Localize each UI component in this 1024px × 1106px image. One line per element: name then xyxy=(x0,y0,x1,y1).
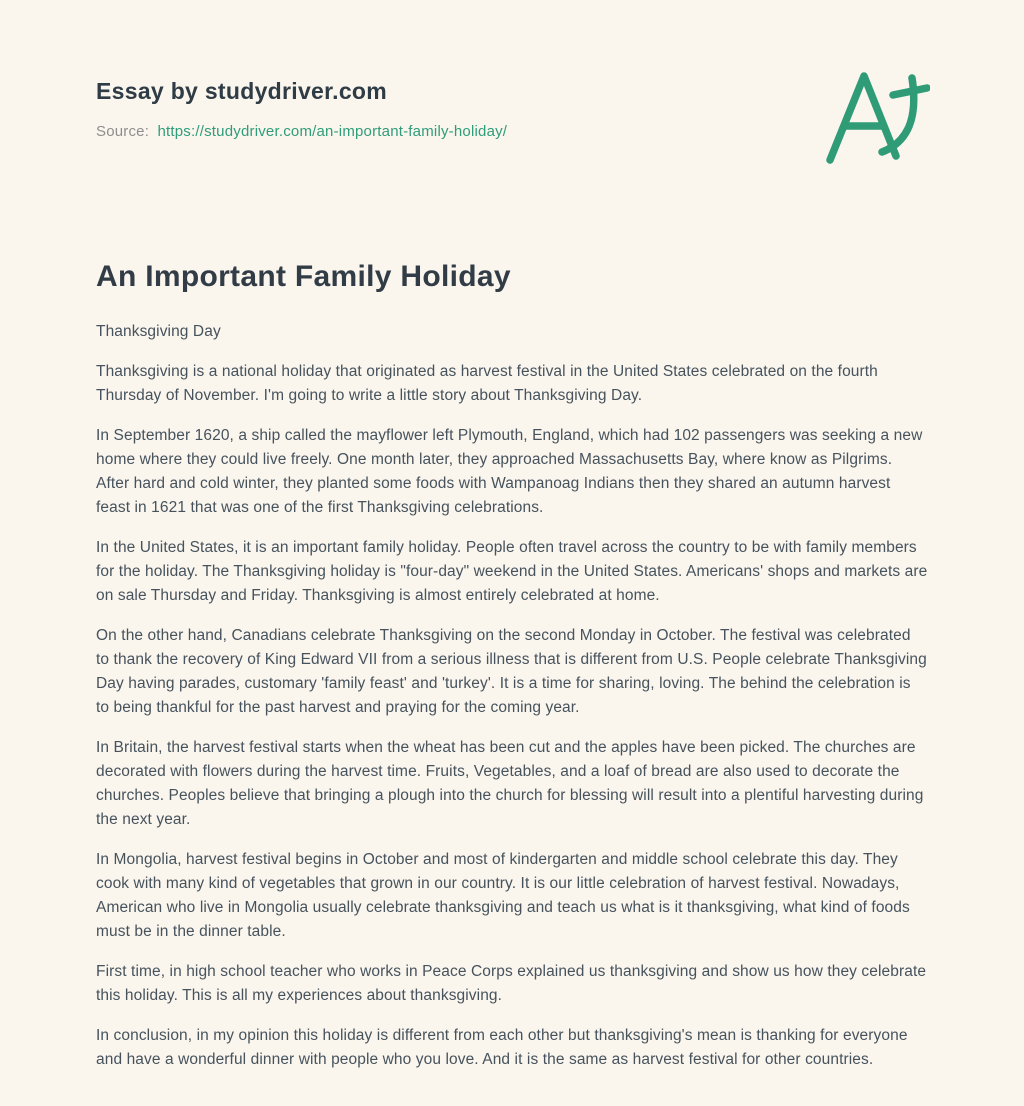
essay-paragraph-2: Thanksgiving is a national holiday that originated as harvest festival in the United States celebrated on the fourth Thursday of November. I'm going to write a little story about Thanksgiving Day. xyxy=(96,363,878,404)
essay-paragraph-6: In Britain, the harvest festival starts when the wheat has been cut and the apples have been picked. The churches are decorated with flowers during the harvest time. Fruits, Vegetables, and a loaf of bread are also used to decorate the churches. Peoples believe that bringing a plough into the church for blessing will result into a plentiful harvesting during the next year. xyxy=(96,739,924,828)
essay-paragraph-1: Thanksgiving Day xyxy=(96,323,221,340)
essay-body xyxy=(96,320,928,1072)
source-label: Source: xyxy=(96,123,150,140)
essay-paragraph-5: On the other hand, Canadians celebrate Thanksgiving on the second Monday in October. The festival was celebrated to thank the recovery of King Edward VII from a serious illness that is different from U.S. People celebrate Thanksgiving Day having parades, customary 'family feast' and 'turkey'. It is a time for sharing, loving. The behind the celebration is to being thankful for the past harvest and praying for the coming year. xyxy=(96,627,927,716)
studydriver-logo-icon xyxy=(820,68,930,164)
essay-paragraph-3: In September 1620, a ship called the mayflower left Plymouth, England, which had 102 passengers was seeking a new home where they could live freely. One month later, they approached Massachusetts Bay, where know as Pilgrims. After hard and cold winter, they planted some foods with Wampanoag Indians then they shared an autumn harvest feast in 1621 that was one of the first Thanksgiving celebrations. xyxy=(96,427,923,516)
page-header xyxy=(96,78,928,140)
essay-paragraph-7: In Mongolia, harvest festival begins in October and most of kindergarten and middle school celebrate this day. They cook with many kind of vegetables that grown in our country. It is our little celebration of harvest festival. Nowadays, American who live in Mongolia usually celebrate thanksgiving and teach us what is it thanksgiving, what kind of foods must be in the dinner table. xyxy=(96,851,910,940)
essay-title: An Important Family Holiday xyxy=(96,260,511,293)
essay-paragraph-8: First time, in high school teacher who works in Peace Corps explained us thanksgiving and show us how they celebrate this holiday. This is all my experiences about thanksgiving. xyxy=(96,963,927,1004)
source-line xyxy=(96,123,928,140)
essay-content xyxy=(96,260,928,1072)
header-title: Essay by studydriver.com xyxy=(96,78,388,104)
source-url-link[interactable]: https://studydriver.com/an-important-family-holiday/ xyxy=(157,123,508,140)
essay-paragraph-9: In conclusion, in my opinion this holiday is different from each other but thanksgiving's mean is thanking for everyone and have a wonderful dinner with people who you love. And it is the same as harvest festival for other countries. xyxy=(96,1027,908,1068)
essay-paragraph-4: In the United States, it is an important family holiday. People often travel across the country to be with family members for the holiday. The Thanksgiving holiday is "four-day" weekend in the United States. Americans' shops and markets are on sale Thursday and Friday. Thanksgiving is almost entirely celebrated at home. xyxy=(96,539,928,604)
